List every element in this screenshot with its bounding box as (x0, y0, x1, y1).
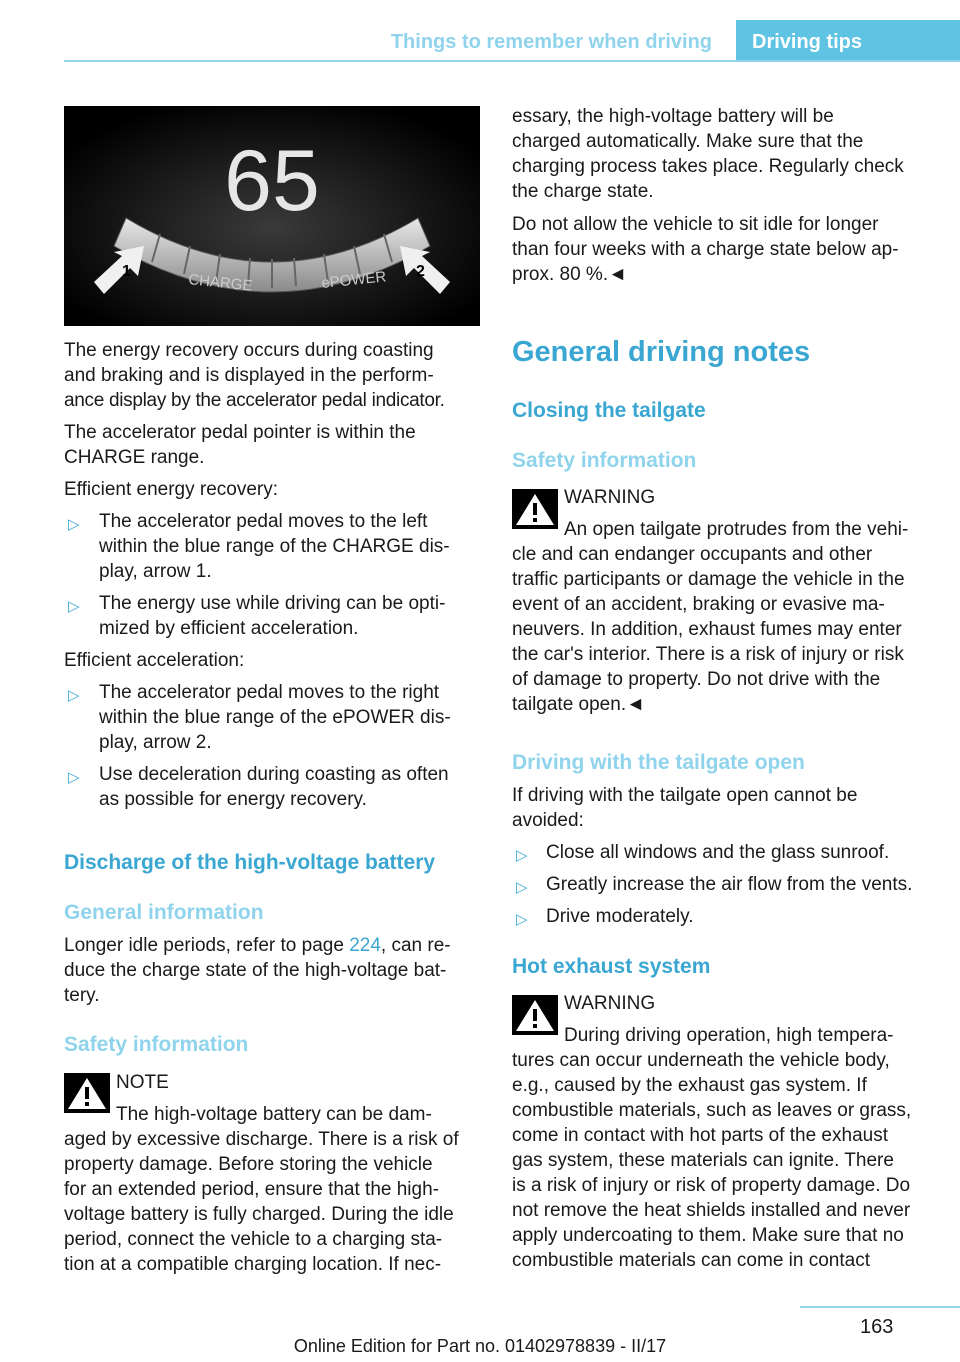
svg-text:1: 1 (122, 263, 131, 280)
header-chapter-label: Driving tips (752, 31, 863, 53)
performance-display-illustration (64, 106, 480, 326)
triangle-bullet-icon: ▷ (516, 847, 528, 864)
paragraph-tailgate-open: If driving with the tailgate open cannot be avoided: (512, 785, 858, 831)
paragraph-idle-limit: Do not allow the vehicle to sit idle for longer than four weeks with a charge state below ap‐ prox. 80 %.◄ (512, 214, 899, 285)
heading-general-information: General information (64, 901, 264, 924)
header-rule (64, 60, 960, 62)
note-body: aged by excessive discharge. There is a risk of property damage. Before storing the vehicle for an extended period, ensure that the high- voltage battery is fully charged. During the idle period, connect the vehicle to a charging sta‐ tion at a compatible charging location. If nec‐ (64, 1129, 459, 1275)
triangle-bullet-icon: ▷ (68, 598, 80, 615)
triangle-bullet-icon: ▷ (68, 687, 80, 704)
page-reference-link[interactable]: 224 (349, 935, 381, 956)
list-item: The energy use while driving can be opti‐ mized by efficient acceleration. (99, 593, 446, 639)
warning-triangle-icon (512, 489, 558, 529)
list-item: The accelerator pedal moves to the right within the blue range of the ePOWER dis‐ play, arrow 2. (99, 682, 451, 753)
speed-readout: 65 (224, 133, 320, 229)
heading-safety-information: Safety information (512, 449, 697, 472)
triangle-bullet-icon: ▷ (516, 911, 528, 928)
warning-label: WARNING (564, 487, 656, 508)
note-label: NOTE (116, 1072, 169, 1093)
header-chapter-tab (736, 20, 960, 62)
list-item: Close all windows and the glass sunroof. (546, 842, 890, 863)
svg-text:2: 2 (416, 263, 425, 280)
triangle-bullet-icon: ▷ (516, 879, 528, 896)
list-item: The accelerator pedal moves to the left within the blue range of the CHARGE dis‐ play, arrow 1. (99, 511, 450, 582)
paragraph-efficient-acceleration: Efficient acceleration: (64, 650, 245, 671)
list-item: Drive moderately. (546, 906, 694, 927)
heading-hot-exhaust: Hot exhaust system (512, 955, 711, 978)
footer-edition: Online Edition for Part no. 01402978839 - II/17 (293, 1336, 667, 1356)
list-item: Use deceleration during coasting as often as possible for energy recovery. (99, 764, 449, 810)
triangle-bullet-icon: ▷ (68, 516, 80, 533)
warning-label: WARNING (564, 993, 656, 1014)
warning-body: tures can occur underneath the vehicle body, e.g., caused by the exhaust gas system. If combustible materials, such as leaves or grass, come in contact with hot parts of the exhaust gas system, these materials can ignite. There is a risk of injury or risk of property damage. Do not remove the heat shields installed and never apply undercoating to them. Make sure that no combustible materials can come in contact (512, 1050, 912, 1271)
paragraph-efficient-recovery: Efficient energy recovery: (64, 479, 279, 500)
epower-label: ePOWER (320, 268, 388, 292)
list-item: Greatly increase the air flow from the vents. (546, 874, 913, 895)
paragraph-pointer-range: The accelerator pedal pointer is within the CHARGE range. (64, 422, 416, 468)
paragraph-continued: essary, the high-voltage battery will be charged automatically. Make sure that the charging process takes place. Regularly check the charge state. (512, 106, 904, 202)
footer-rule (800, 1306, 960, 1308)
heading-general-driving-notes: General driving notes (512, 336, 811, 368)
performance-display-figure (64, 106, 480, 326)
header-section-title: Things to remember when driving (390, 31, 712, 53)
heading-driving-tailgate-open: Driving with the tailgate open (512, 751, 805, 774)
triangle-bullet-icon: ▷ (68, 769, 80, 786)
warning-first-line: An open tailgate protrudes from the vehi‐ (564, 519, 909, 540)
page-number: 163 (860, 1316, 894, 1338)
paragraph-idle-periods: Longer idle periods, refer to page 224, can re‐ duce the charge state of the high-voltage bat‐ tery. (64, 935, 451, 1006)
warning-first-line: During driving operation, high tempera‐ (564, 1025, 894, 1046)
warning-body: cle and can endanger occupants and other traffic participants or damage the vehicle in the event of an accident, braking or evasive ma‐ neuvers. In addition, exhaust fumes may enter the car's interior. There is a risk of injury or risk of damage to property. Do not drive with the tailgate open.◄ (512, 544, 905, 715)
page-header (0, 0, 960, 62)
charge-label: CHARGE (187, 271, 254, 295)
warning-triangle-icon (512, 995, 558, 1035)
paragraph-energy-recovery: The energy recovery occurs during coasting and braking and is displayed in the perform‐ ance display by the accelerator pedal indicator. (64, 340, 445, 411)
heading-closing-tailgate: Closing the tailgate (512, 399, 706, 422)
heading-discharge: Discharge of the high-voltage battery (64, 851, 436, 874)
heading-safety-information: Safety information (64, 1033, 249, 1056)
warning-triangle-icon (64, 1073, 110, 1113)
note-first-line: The high-voltage battery can be dam‐ (116, 1104, 432, 1125)
